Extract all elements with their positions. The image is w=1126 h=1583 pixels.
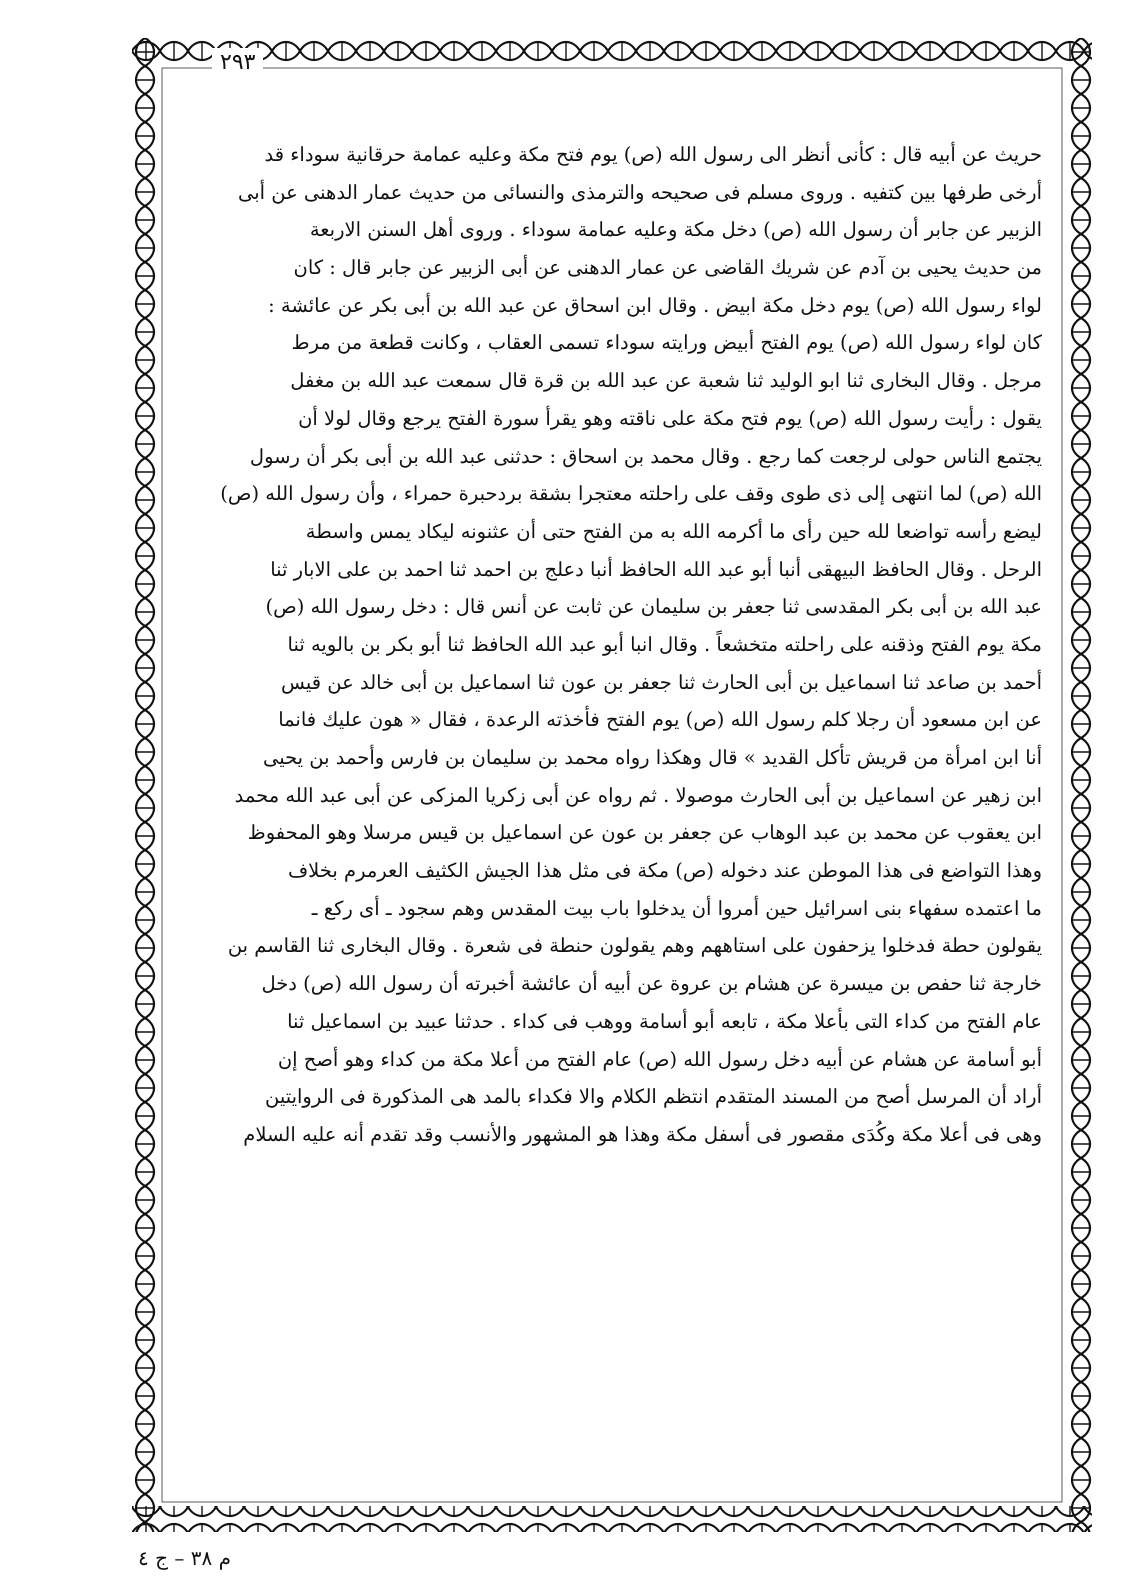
text-line: يقول : رأيت رسول الله (ص) يوم فتح مكة على ناقته وهو يقرأ سورة الفتح يرجع وقال لولا أن xyxy=(298,406,1042,430)
text-line: عبد الله بن أبى بكر المقدسى ثنا جعفر بن سليمان عن ثابت عن أنس قال : دخل رسول الله (ص) xyxy=(265,595,1042,619)
text-line: مرجل . وقال البخارى ثنا ابو الوليد ثنا شعبة عن عبد الله بن قرة قال سمعت عبد الله بن مغفل xyxy=(290,369,1042,393)
text-line: الزبير عن جابر أن رسول الله (ص) دخل مكة وعليه عمامة سوداء . وروى أهل السنن الاربعة xyxy=(309,218,1042,242)
text-line: يقولون حطة فدخلوا يزحفون على استاههم وهم يقولون حنطة فى شعرة . وقال البخارى ثنا القاسم بن xyxy=(227,934,1042,958)
text-line: ليضع رأسه تواضعا لله حين رأى ما أكرمه الله به من الفتح حتى أن عثنونه ليكاد يمس واسطة xyxy=(305,519,1042,543)
page-number: ٢٩٣ xyxy=(212,48,263,78)
body-text xyxy=(182,136,1042,1456)
text-line: خارجة ثنا حفص بن ميسرة عن هشام بن عروة عن أبيه أن عائشة أخبرته أن رسول الله (ص) دخل xyxy=(261,972,1042,996)
text-line: الرحل . وقال الحافظ البيهقى أنبا أبو عبد الله الحافظ أنبا دعلج بن احمد ثنا احمد بن على الابار ثنا xyxy=(270,557,1042,581)
text-line: الله (ص) لما انتهى إلى ذى طوى وقف على راحلته معتجرا بشقة بردحبرة حمراء ، وأن رسول الله (ص) xyxy=(220,482,1042,506)
text-line: مكة يوم الفتح وذقنه على راحلته متخشعاً . وقال انبا أبو عبد الله الحافظ ثنا أبو بكر بن بالويه ثنا xyxy=(287,632,1042,656)
text-line: حريث عن أبيه قال : كأنى أنظر الى رسول الله (ص) يوم فتح مكة وعليه عمامة حرقانية سوداء قد xyxy=(264,143,1042,166)
text-line: وهذا التواضع فى هذا الموطن عند دخوله (ص) مكة فى مثل هذا الجيش الكثيف العرمرم بخلاف xyxy=(287,859,1042,883)
text-line: لواء رسول الله (ص) يوم دخل مكة ابيض . وقال ابن اسحاق عن عبد الله بن أبى بكر عن عائشة : xyxy=(268,293,1042,317)
text-line: ما اعتمده سفهاء بنى اسرائيل حين أمروا أن يدخلوا باب بيت المقدس وهم سجود ـ أى ركع ـ xyxy=(311,896,1042,920)
text-line: أحمد بن صاعد ثنا اسماعيل بن أبى الحارث ثنا جعفر بن عون ثنا اسماعيل بن أبى خالد عن قيس xyxy=(281,670,1042,694)
printer-signature: م ٣٨ – ج ٤ xyxy=(138,1546,231,1570)
text-line: وهى فى أعلا مكة وكُدَى مقصور فى أسفل مكة وهذا هو المشهور والأنسب وقد تقدم أنه عليه السلام xyxy=(243,1122,1042,1146)
text-line: أنا ابن امرأة من قريش تأكل القديد » قال وهكذا رواه محمد بن سليمان بن فارس وأحمد بن يحيى xyxy=(262,746,1042,769)
text-line: أبو أسامة عن هشام عن أبيه دخل رسول الله (ص) عام الفتح من أعلا مكة من كداء وهو أصح إن xyxy=(277,1047,1042,1071)
text-line: ابن زهير عن اسماعيل بن أبى الحارث موصولا . ثم رواه عن أبى زكريا المزكى عن أبى عبد الله محمد xyxy=(234,783,1042,807)
text-line: ابن يعقوب عن محمد بن عبد الوهاب عن جعفر بن عون عن اسماعيل بن قيس مرسلا وهو المحفوظ xyxy=(247,821,1042,845)
text-line: من حديث يحيى بن آدم عن شريك القاضى عن عمار الدهنى عن أبى الزبير عن جابر قال : كان xyxy=(293,256,1042,280)
text-line: أراد أن المرسل أصح من المسند المتقدم انتظم الكلام والا فكداء بالمد هى المذكورة فى الروايتين xyxy=(264,1085,1042,1109)
text-line: عام الفتح من كداء التى بأعلا مكة ، تابعه أبو أسامة ووهب فى كداء . حدثنا عبيد بن اسماعيل ثنا xyxy=(287,1009,1042,1033)
text-line: كان لواء رسول الله (ص) يوم الفتح أبيض ورايته سوداء تسمى العقاب ، وكانت قطعة من مرط xyxy=(291,331,1042,355)
text-line: يجتمع الناس حولى لرجعت كما رجع . وقال محمد بن اسحاق : حدثنى عبد الله بن أبى بكر أن رسول xyxy=(249,444,1042,468)
text-line: أرخى طرفها بين كتفيه . وروى مسلم فى صحيحه والترمذى والنسائى من حديث عمار الدهنى عن أبى xyxy=(237,180,1042,204)
text-line: عن ابن مسعود أن رجلا كلم رسول الله (ص) يوم الفتح فأخذته الرعدة ، فقال « هون عليك فانما xyxy=(278,708,1042,732)
